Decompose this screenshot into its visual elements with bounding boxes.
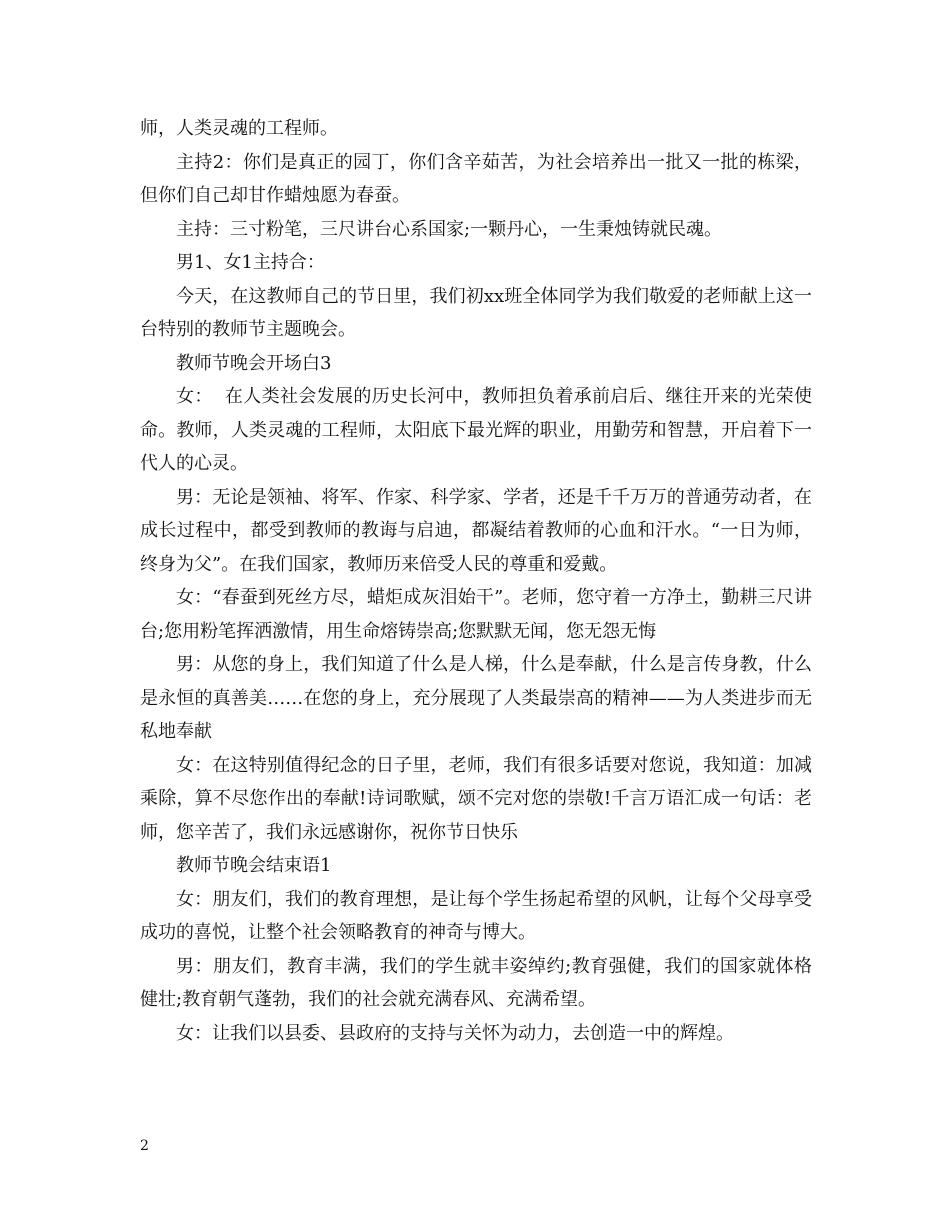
paragraph-female-silkworm: 女：“春蚕到死丝方尽，蜡炬成灰泪始干”。老师，您守着一方净土，勤耕三尺讲台;您用粉笔挥洒激情，用生命熔铸崇高;您默默无闻，您无怨无悔 (140, 587, 812, 642)
paragraph-hosts-together: 男1、女1主持合： (176, 252, 325, 273)
paragraph-female-history: 女： 在人类社会发展的历史长河中，教师担负着承前启后、继往开来的光荣使命。教师，人类灵魂的工程师，太阳底下最光辉的职业，用勤劳和智慧，开启着下一代人的心灵。 (140, 386, 812, 474)
paragraph-female-thanks: 女：在这特别值得纪念的日子里，老师，我们有很多话要对您说，我知道：加减乘除，算不尽您作出的奉献!诗词歌赋，颂不完对您的崇敬!千言万语汇成一句话：老师，您辛苦了，我们永远感谢你，祝你节日快乐 (140, 754, 812, 843)
paragraph-host2-gardener: 主持2：你们是真正的园丁，你们含辛茹苦，为社会培养出一批又一批的栋梁，但你们自己却甘作蜡烛愿为春蚕。 (140, 151, 812, 206)
paragraph-continuation: 师，人类灵魂的工程师。 (140, 118, 338, 139)
paragraph-today: 今天，在这教师自己的节日里，我们初xx班全体同学为我们敬爱的老师献上这一台特别的教师节主题晚会。 (140, 285, 812, 340)
paragraph-host-chalk: 主持：三寸粉笔，三尺讲台心系国家;一颗丹心，一生秉烛铸就民魂。 (176, 218, 723, 240)
paragraph-male-ladder: 男：从您的身上，我们知道了什么是人梯，什么是奉献，什么是言传身教，什么是永恒的真善美……在您的身上，充分展现了人类最崇高的精神——为人类进步而无私地奉献 (140, 654, 812, 742)
paragraph-female-glory: 女：让我们以县委、县政府的支持与关怀为动力，去创造一中的辉煌。 (176, 1022, 734, 1044)
paragraph-male-leaders: 男：无论是领袖、将军、作家、科学家、学者，还是千千万万的普通劳动者，在成长过程中，都受到教师的教诲与启迪，都凝结着教师的心血和汗水。“一日为师，终身为父”。在我们国家，教师历来倍受人民的尊重和爱戴。 (140, 486, 812, 575)
paragraph-male-education: 男：朋友们，教育丰满，我们的学生就丰姿绰约;教育强健，我们的国家就体格健壮;教育朝气蓬勃，我们的社会就充满春风、充满希望。 (140, 955, 812, 1010)
section-heading-opening-3: 教师节晚会开场白3 (176, 352, 332, 374)
document-body (140, 112, 812, 1050)
paragraph-female-ideal: 女：朋友们，我们的教育理想，是让每个学生扬起希望的风帆，让每个父母享受成功的喜悦，让整个社会领略教育的神奇与博大。 (140, 888, 812, 943)
page-number: 2 (140, 1138, 149, 1154)
section-heading-closing-1: 教师节晚会结束语1 (176, 855, 332, 876)
